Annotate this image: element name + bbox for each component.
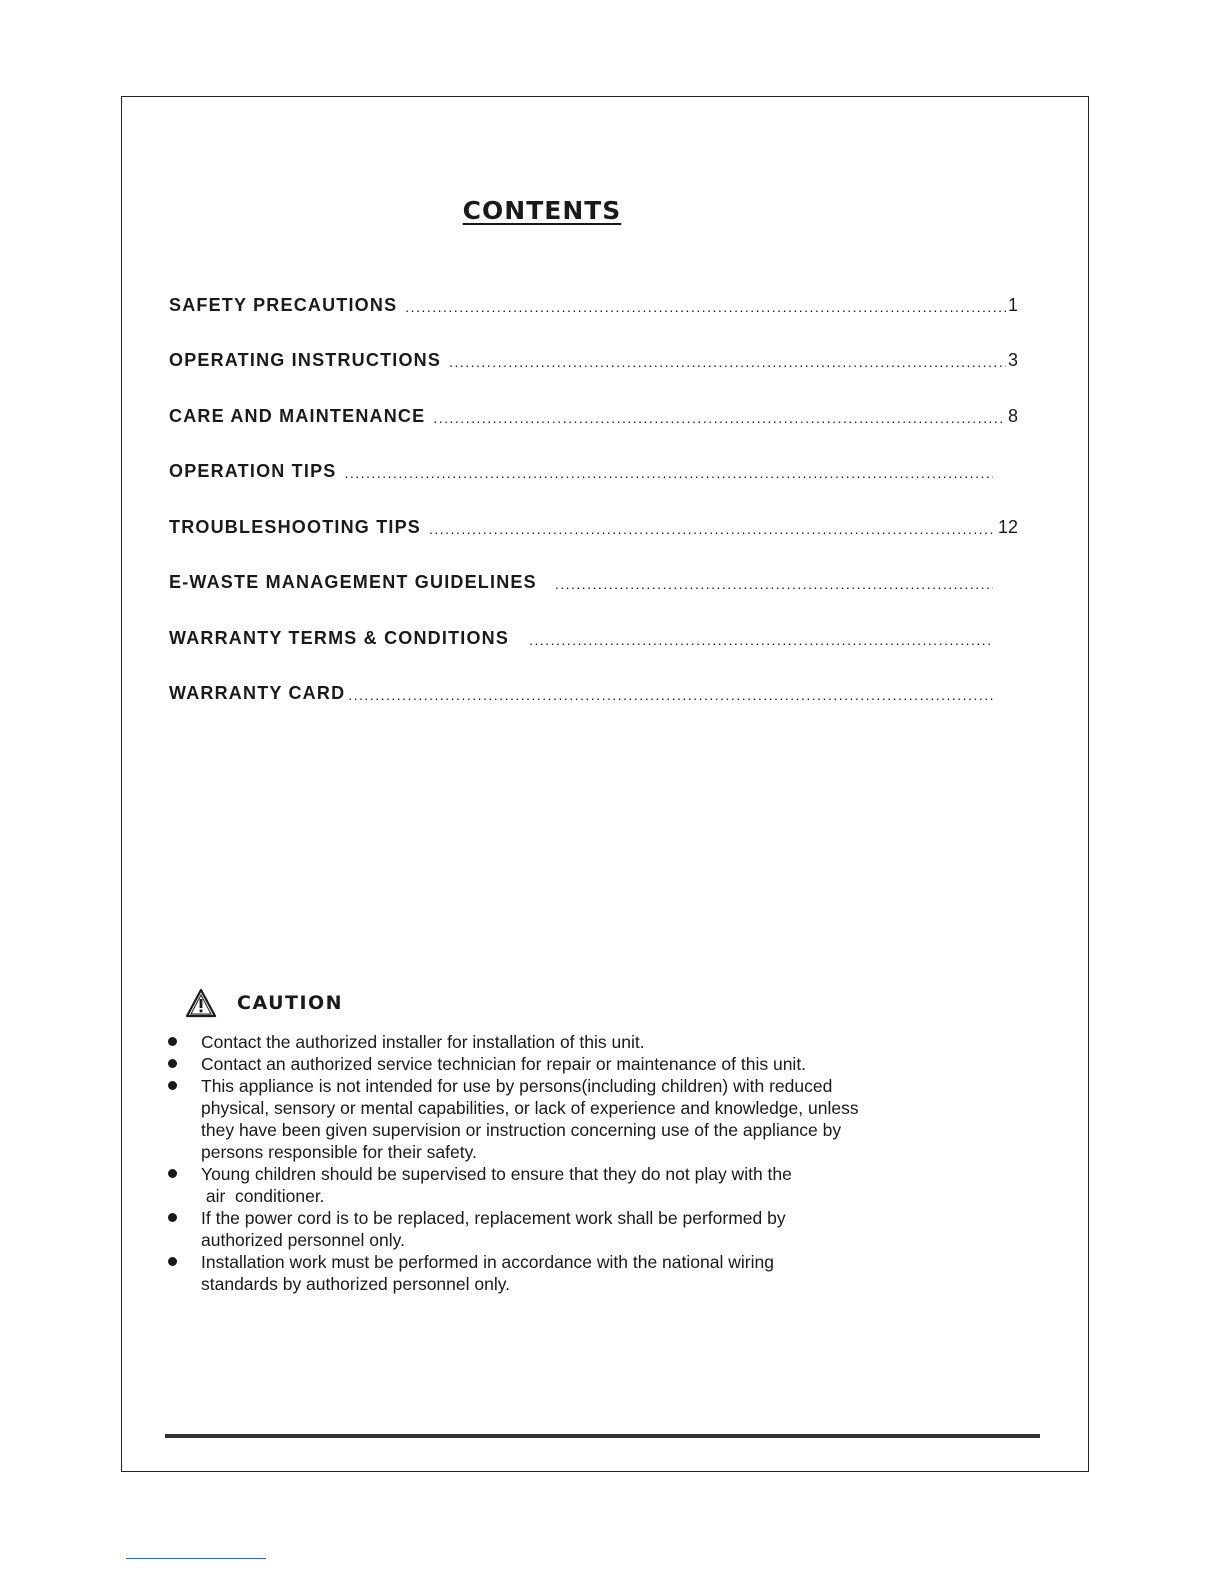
footer-divider: [165, 1434, 1040, 1438]
bullet-icon: [168, 1257, 177, 1266]
bullet-icon: [168, 1059, 177, 1068]
toc-label: WARRANTY TERMS & CONDITIONS: [169, 628, 510, 648]
bullet-icon: [168, 1213, 177, 1222]
toc-label: SAFETY PRECAUTIONS: [169, 295, 398, 315]
toc-label: E-WASTE MANAGEMENT GUIDELINES: [169, 572, 537, 592]
caution-header: [185, 986, 343, 1020]
toc-leader-dots: [449, 353, 1006, 371]
toc-label: CARE AND MAINTENANCE: [169, 406, 426, 426]
toc-leader-dots: [344, 464, 993, 482]
caution-item: Young children should be supervised to ensure that they do not play with the air conditioner.: [165, 1163, 985, 1207]
caution-item: Installation work must be performed in accordance with the national wiring standards by authorized personnel only.: [165, 1251, 985, 1295]
caution-list: [165, 1031, 985, 1295]
toc-label: OPERATING INSTRUCTIONS: [169, 350, 442, 370]
toc-leader-dots: [529, 631, 993, 649]
bullet-icon: [168, 1081, 177, 1090]
warning-triangle-icon: [185, 988, 217, 1018]
toc-entry-safety-precautions[interactable]: [169, 290, 1018, 316]
toc-leader-dots: [429, 520, 996, 538]
toc-entry-care-and-maintenance[interactable]: [169, 401, 1018, 427]
bullet-icon: [168, 1169, 177, 1178]
toc-label: TROUBLESHOOTING TIPS: [169, 517, 422, 537]
toc-leader-dots: [555, 575, 993, 593]
toc-page-number: 1: [1007, 295, 1018, 315]
bullet-icon: [168, 1037, 177, 1046]
toc-entry-warranty-card[interactable]: [169, 678, 995, 704]
toc-entry-operation-tips[interactable]: [169, 456, 995, 482]
toc-entry-troubleshooting-tips[interactable]: [169, 512, 1018, 538]
toc-page-number: 12: [997, 517, 1018, 537]
toc-leader-dots: [433, 409, 1006, 427]
caution-item: Contact the authorized installer for installation of this unit.: [165, 1031, 985, 1053]
contents-heading: CONTENTS: [462, 196, 622, 225]
toc-label: OPERATION TIPS: [169, 461, 337, 481]
toc-page-number: 3: [1007, 350, 1018, 370]
toc-leader-dots: [405, 298, 1006, 316]
toc-entry-warranty-terms-conditions[interactable]: [169, 623, 995, 649]
bottom-link-underline: [126, 1558, 266, 1559]
toc-entry-operating-instructions[interactable]: [169, 345, 1018, 371]
toc-label: WARRANTY CARD: [169, 683, 346, 703]
caution-title: CAUTION: [237, 992, 344, 1014]
toc-entry-e-waste-management-guidelines[interactable]: [169, 567, 995, 593]
toc-leader-dots: [348, 686, 993, 704]
caution-item: If the power cord is to be replaced, replacement work shall be performed by authorized personnel only.: [165, 1207, 985, 1251]
caution-item: Contact an authorized service technician for repair or maintenance of this unit.: [165, 1053, 985, 1075]
toc-page-number: 8: [1007, 406, 1018, 426]
caution-item: This appliance is not intended for use by persons(including children) with reduced physical, sensory or mental capabilities, or lack of experience and knowledge, unless they have been given supervision or instruction concerning use of the appliance by persons responsible for their safety.: [165, 1075, 985, 1163]
